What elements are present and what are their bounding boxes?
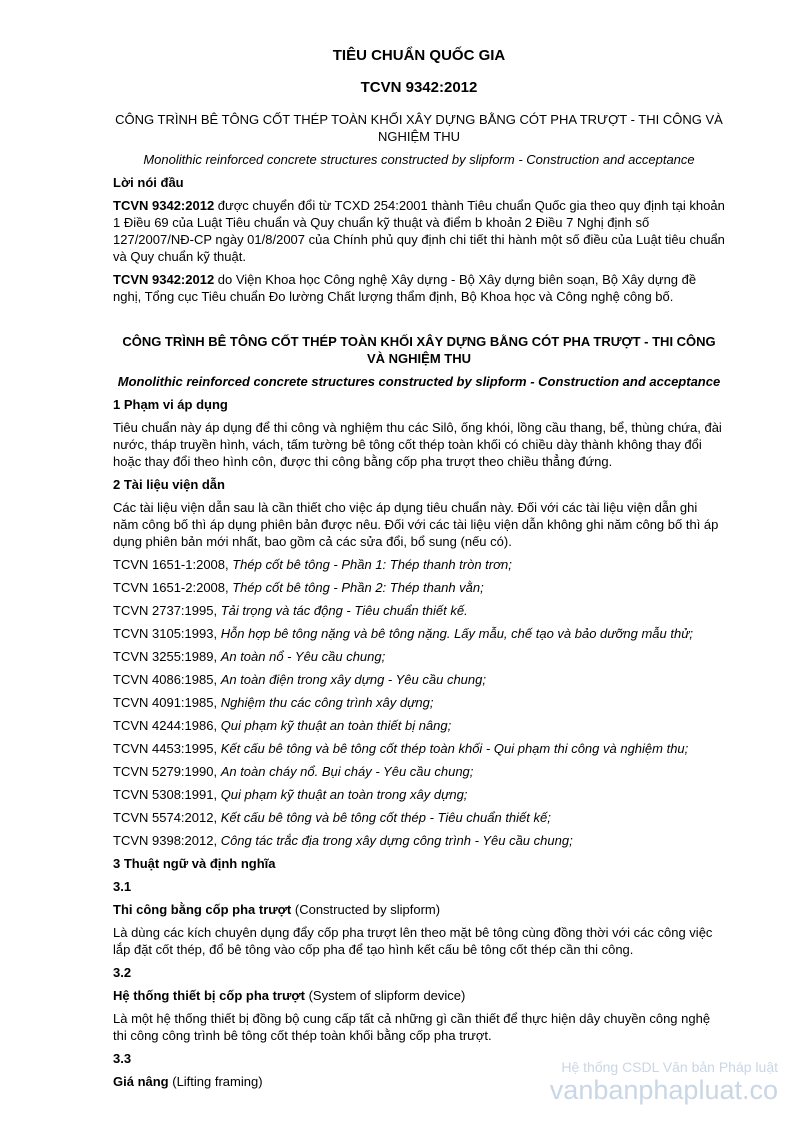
- reference-title: Công tác trắc địa trong xây dựng công trình - Yêu cầu chung;: [220, 833, 573, 848]
- document-subtitle: CÔNG TRÌNH BÊ TÔNG CỐT THÉP TOÀN KHỐI XÂY DỰNG BẰNG CÓT PHA TRƯỢT - THI CÔNG VÀ NGHIỆM THU: [115, 112, 723, 144]
- section-1-text: Tiêu chuẩn này áp dụng để thi công và nghiệm thu các Silô, ống khói, lồng cầu thang, bể, thùng chứa, đài nước, tháp truyền hình, vách, tấm tường bê tông cốt thép toàn khối có chiều dày thành không thay đổi hoặc thay đổi theo hình côn, được thi công bằng cốp pha trượt theo chiều thẳng đứng.: [113, 420, 722, 469]
- foreword-heading: Lời nói đầu: [113, 175, 184, 190]
- foreword-code-2: TCVN 9342:2012: [113, 272, 215, 287]
- standard-code: TCVN 9342:2012: [360, 79, 478, 96]
- reference-item: [113, 602, 725, 619]
- foreword-paragraph-2: [113, 271, 725, 305]
- section-1-heading: 1 Phạm vi áp dụng: [113, 397, 228, 412]
- reference-code: TCVN 4091:1985,: [113, 695, 221, 710]
- section-2-heading: 2 Tài liệu viện dẫn: [113, 477, 225, 492]
- reference-code: TCVN 5574:2012,: [113, 810, 221, 825]
- term-3-2-english: (System of slipform device): [304, 988, 466, 1003]
- term-3-2: [113, 987, 725, 1004]
- reference-title: Qui phạm kỹ thuật an toàn trong xây dựng;: [220, 787, 468, 802]
- term-3-1-number: 3.1: [113, 879, 132, 894]
- reference-code: TCVN 1651-2:2008,: [113, 580, 233, 595]
- term-3-1-name: Thi công bằng cốp pha trượt: [113, 902, 292, 917]
- reference-code: TCVN 5308:1991,: [113, 787, 221, 802]
- reference-item: [113, 786, 725, 803]
- watermark: [550, 1059, 778, 1105]
- reference-item: [113, 579, 725, 596]
- reference-item: [113, 809, 725, 826]
- reference-title: An toàn nổ - Yêu cầu chung;: [220, 649, 386, 664]
- reference-item: [113, 694, 725, 711]
- reference-code: TCVN 3105:1993,: [113, 626, 221, 641]
- reference-code: TCVN 4453:1995,: [113, 741, 221, 756]
- document-title: TIÊU CHUẨN QUỐC GIA: [332, 47, 506, 64]
- term-3-3-number: 3.3: [113, 1051, 132, 1066]
- term-3-3-english: (Lifting framing): [168, 1074, 263, 1089]
- watermark-line-2: vanbanphapluat.co: [549, 1075, 778, 1105]
- reference-item: [113, 740, 725, 757]
- watermark-line-1: Hệ thống CSDL Văn bản Pháp luật: [561, 1059, 778, 1075]
- foreword-paragraph-1: [113, 197, 725, 265]
- reference-item: [113, 671, 725, 688]
- reference-item: [113, 763, 725, 780]
- reference-item: [113, 648, 725, 665]
- section-2-text: Các tài liệu viện dẫn sau là cần thiết cho việc áp dụng tiêu chuẩn này. Đối với các tài liệu viện dẫn ghi năm công bố thì áp dụng phiên bản được nêu. Đối với các tài liệu viện dẫn không ghi năm công bố thì áp dụng phiên bản mới nhất, bao gồm cả các sửa đổi, bổ sung (nếu có).: [113, 500, 719, 549]
- reference-code: TCVN 9398:2012,: [113, 833, 221, 848]
- reference-title: An toàn điện trong xây dựng - Yêu cầu chung;: [220, 672, 486, 687]
- reference-title: Nghiệm thu các công trình xây dựng;: [220, 695, 434, 710]
- term-3-3-name: Giá nâng: [113, 1074, 169, 1089]
- reference-code: TCVN 2737:1995,: [113, 603, 221, 618]
- reference-title: Hỗn hợp bê tông nặng và bê tông nặng. Lấy mẫu, chế tạo và bảo dưỡng mẫu thử;: [220, 626, 694, 641]
- reference-title: Thép cốt bê tông - Phần 2: Thép thanh vằn;: [232, 580, 484, 595]
- reference-title: Kết cấu bê tông và bê tông cốt thép - Tiêu chuẩn thiết kế;: [220, 810, 551, 825]
- reference-item: [113, 625, 725, 642]
- reference-title: Qui phạm kỹ thuật an toàn thiết bị nâng;: [220, 718, 452, 733]
- reference-code: TCVN 5279:1990,: [113, 764, 221, 779]
- term-3-2-definition: Là một hệ thống thiết bị đồng bộ cung cấp tất cả những gì cần thiết để thực hiện dây chuyền công nghệ thi công công trình bê tông cốt thép toàn khối bằng cốp pha trượt.: [113, 1011, 711, 1043]
- document-subtitle-english: Monolithic reinforced concrete structures constructed by slipform - Construction and acceptance: [143, 152, 695, 167]
- foreword-code-1: TCVN 9342:2012: [113, 198, 215, 213]
- document-page: [113, 42, 725, 1096]
- reference-item: [113, 832, 725, 849]
- reference-code: TCVN 3255:1989,: [113, 649, 221, 664]
- reference-code: TCVN 4086:1985,: [113, 672, 221, 687]
- reference-item: [113, 717, 725, 734]
- section-3-heading: 3 Thuật ngữ và định nghĩa: [113, 856, 276, 871]
- reference-code: TCVN 4244:1986,: [113, 718, 221, 733]
- foreword-text-2: do Viện Khoa học Công nghệ Xây dựng - Bộ Xây dựng biên soạn, Bộ Xây dựng đề nghị, Tổng cục Tiêu chuẩn Đo lường Chất lượng thẩm định, Bộ Khoa học và Công nghệ công bố.: [113, 272, 697, 304]
- term-3-1-english: (Constructed by slipform): [291, 902, 441, 917]
- body-title-english: Monolithic reinforced concrete structures constructed by slipform - Construction and acceptance: [117, 374, 721, 389]
- term-3-1-definition: Là dùng các kích chuyên dụng đẩy cốp pha trượt lên theo mặt bê tông cùng đồng thời với các công việc lắp đặt cốt thép, đổ bê tông vào cốp pha để tạo hình kết cấu bê tông cốt thép cần thi công.: [113, 925, 713, 957]
- term-3-1: [113, 901, 725, 918]
- body-title: CÔNG TRÌNH BÊ TÔNG CỐT THÉP TOÀN KHỐI XÂY DỰNG BẰNG CÓT PHA TRƯỢT - THI CÔNG VÀ NGHIỆM THU: [122, 334, 716, 366]
- reference-title: Kết cấu bê tông và bê tông cốt thép toàn khối - Qui phạm thi công và nghiệm thu;: [220, 741, 689, 756]
- reference-title: Thép cốt bê tông - Phần 1: Thép thanh tròn trơn;: [232, 557, 512, 572]
- term-3-2-name: Hệ thống thiết bị cốp pha trượt: [113, 988, 305, 1003]
- foreword-text-1: được chuyển đổi từ TCXD 254:2001 thành Tiêu chuẩn Quốc gia theo quy định tại khoản 1 Điều 69 của Luật Tiêu chuẩn và Quy chuẩn kỹ thuật và điểm b khoản 2 Điều 7 Nghị định số 127/2007/NĐ-CP ngày 01/8/2007 của Chính phủ quy định chi tiết thi hành một số điều của Luật tiêu chuẩn và Quy chuẩn kỹ thuật.: [113, 198, 725, 264]
- term-3-2-number: 3.2: [113, 965, 132, 980]
- reference-title: Tải trọng và tác động - Tiêu chuẩn thiết kế.: [220, 603, 468, 618]
- reference-title: An toàn cháy nổ. Bụi cháy - Yêu cầu chung;: [220, 764, 474, 779]
- reference-list: [113, 556, 725, 849]
- reference-item: [113, 556, 725, 573]
- reference-code: TCVN 1651-1:2008,: [113, 557, 233, 572]
